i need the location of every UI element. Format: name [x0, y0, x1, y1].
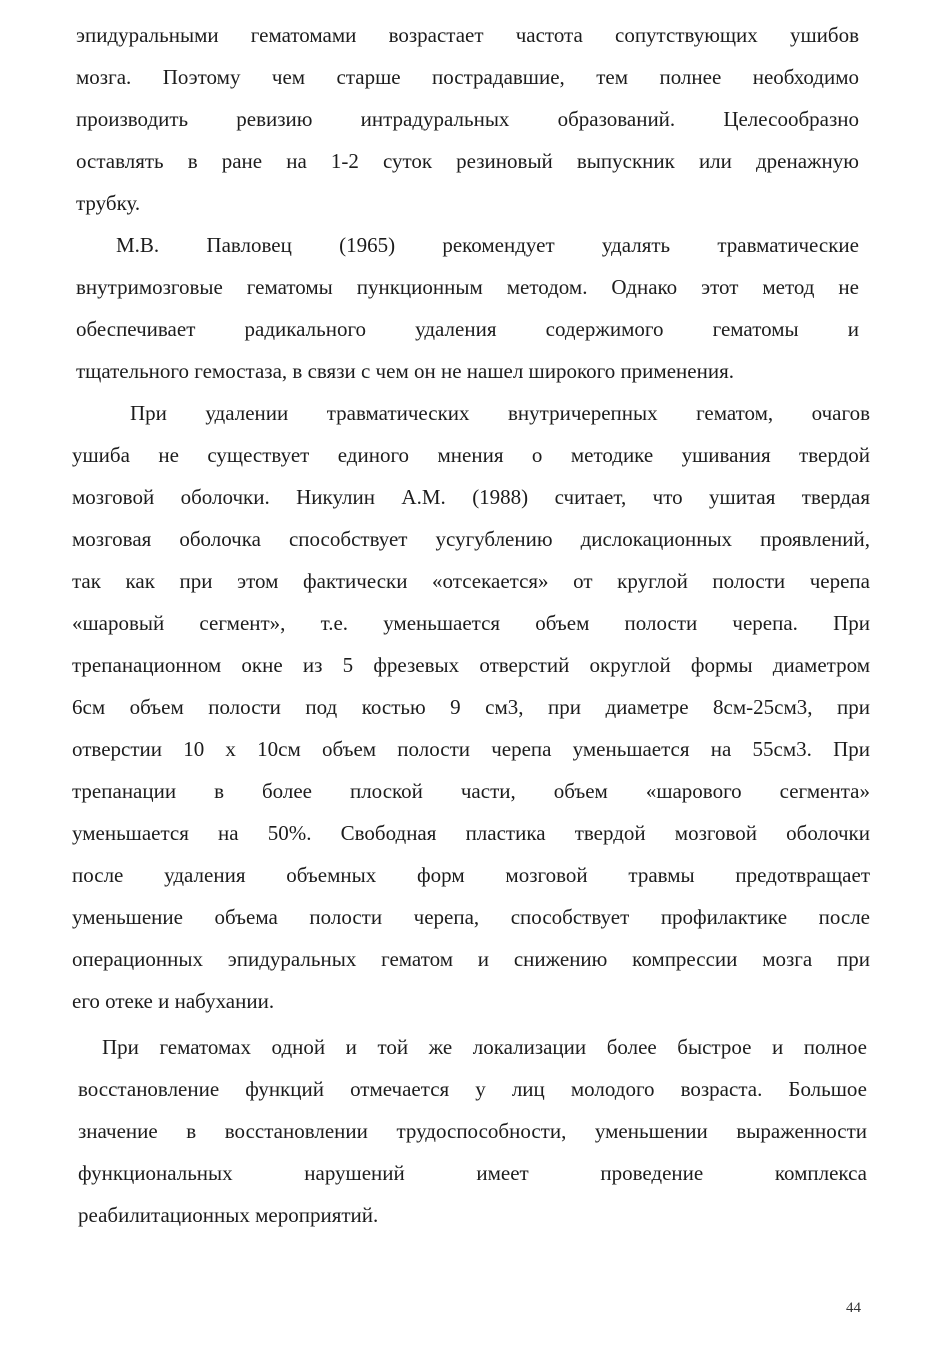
text-line: внутримозговые гематомы пункционным методом. Однако этот метод не — [76, 275, 859, 299]
text-line: производить ревизию интрадуральных образований. Целесообразно — [76, 107, 859, 131]
text-line: эпидуральными гематомами возрастает частота сопутствующих ушибов — [76, 23, 859, 47]
text-line: «шаровый сегмент», т.е. уменьшается объем полости черепа. При — [72, 611, 870, 635]
text-line: 6см объем полости под костью 9 см3, при диаметре 8см-25см3, при — [72, 695, 870, 719]
text-line: операционных эпидуральных гематом и снижению компрессии мозга при — [72, 947, 870, 971]
paragraph-3 — [72, 392, 870, 1022]
text-line: трубку. — [76, 191, 141, 215]
text-line: уменьшается на 50%. Свободная пластика твердой мозговой оболочки — [72, 821, 870, 845]
text-line: так как при этом фактически «отсекается» от круглой полости черепа — [72, 569, 870, 593]
text-line: При гематомах одной и той же локализации более быстрое и полное — [102, 1035, 867, 1059]
text-line: тщательного гемостаза, в связи с чем он не нашел широкого применения. — [76, 359, 734, 383]
text-line: оставлять в ране на 1-2 суток резиновый выпускник или дренажную — [76, 149, 859, 173]
text-line: восстановление функций отмечается у лиц молодого возраста. Большое — [78, 1077, 867, 1101]
text-line: ушиба не существует единого мнения о методике ушивания твердой — [72, 443, 870, 467]
text-line: М.В. Павловец (1965) рекомендует удалять травматические — [116, 233, 859, 257]
text-line: значение в восстановлении трудоспособности, уменьшении выраженности — [78, 1119, 867, 1143]
text-line: При удалении травматических внутричерепных гематом, очагов — [130, 401, 870, 425]
text-line: трепанационном окне из 5 фрезевых отверстий округлой формы диаметром — [72, 653, 870, 677]
paragraph-1 — [76, 14, 859, 224]
text-line: мозговой оболочки. Никулин А.М. (1988) считает, что ушитая твердая — [72, 485, 870, 509]
page-number: 44 — [846, 1300, 861, 1316]
text-line: уменьшение объема полости черепа, способствует профилактике после — [72, 905, 870, 929]
paragraph-4 — [78, 1026, 867, 1236]
text-line: отверстии 10 х 10см объем полости черепа уменьшается на 55см3. При — [72, 737, 870, 761]
text-line: после удаления объемных форм мозговой травмы предотвращает — [72, 863, 870, 887]
text-line: функциональных нарушений имеет проведение комплекса — [78, 1161, 867, 1185]
text-line: мозговая оболочка способствует усугублению дислокационных проявлений, — [72, 527, 870, 551]
paragraph-2 — [76, 224, 859, 392]
text-line: обеспечивает радикального удаления содержимого гематомы и — [76, 317, 859, 341]
text-line: реабилитационных мероприятий. — [78, 1203, 379, 1227]
text-line: его отеке и набухании. — [72, 989, 275, 1013]
text-line: мозга. Поэтому чем старше пострадавшие, тем полнее необходимо — [76, 65, 859, 89]
text-line: трепанации в более плоской части, объем «шарового сегмента» — [72, 779, 870, 803]
